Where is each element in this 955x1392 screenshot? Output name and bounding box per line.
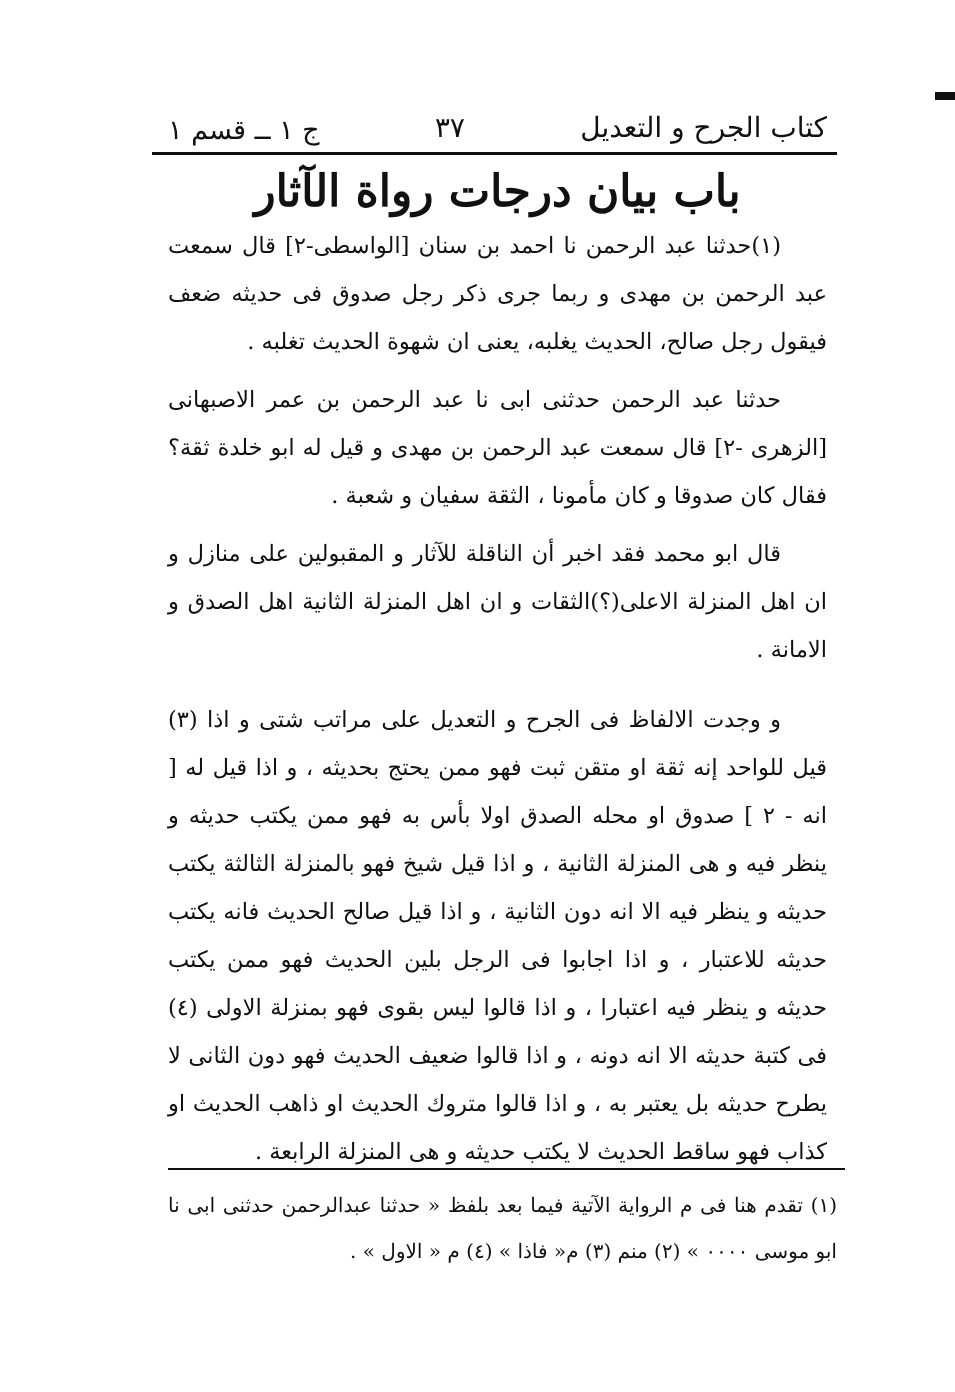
footnotes (168, 1182, 837, 1274)
volume-part: ج ١ ــ قسم ١ (168, 115, 320, 146)
paragraph-2: حدثنا عبد الرحمن حدثنى ابى نا عبد الرحمن بن عمر الاصبهانى [الزهرى -٢] قال سمعت عبد الرحمن بن مهدى و قيل له ابو خلدة ثقة؟ فقال كان صدوقا و كان مأمونا ، الثقة سفيان و شعبة . (168, 387, 827, 509)
paragraph-1: (١)حدثنا عبد الرحمن نا احمد بن سنان [الواسطى-٢] قال سمعت عبد الرحمن بن مهدى و ربما جرى ذكر رجل صدوق فى حديثه ضعف فيقول رجل صالح، الحديث يغلبه، يعنى ان شهوة الحديث تغلبه . (168, 233, 827, 355)
header-rule (152, 152, 837, 155)
paragraph-4: و وجدت الالفاظ فى الجرح و التعديل على مراتب شتى و اذا (٣) قيل للواحد إنه ثقة او متقن ثبت فهو ممن يحتج بحديثه ، و اذا قيل له [ انه - ٢ ] صدوق او محله الصدق اولا بأس به فهو ممن يكتب حديثه و ينظر فيه و هى المنزلة الثانية ، و اذا قيل شيخ فهو بالمنزلة الثالثة يكتب حديثه و ينظر فيه الا انه دون الثانية ، و اذا قيل صالح الحديث فانه يكتب حديثه للاعتبار ، و اذا اجابوا فى الرجل بلين الحديث فهو ممن يكتب حديثه و ينظر فيه اعتبارا ، و اذا قالوا ليس بقوى فهو بمنزلة الاولى (٤) فى كتبة حديثه الا انه دونه ، و اذا قالوا ضعيف الحديث فهو دون الثانى لا يطرح حديثه بل يعتبر به ، و اذا قالوا متروك الحديث او ذاهب الحديث او كذاب فهو ساقط الحديث لا يكتب حديثه و هى المنزلة الرابعة . (168, 707, 828, 1165)
footnote-rule (168, 1168, 845, 1170)
paragraph-3: قال ابو محمد فقد اخبر أن الناقلة للآثار و المقبولين على منازل و ان اهل المنزلة الاعلى(؟)الثقات و ان اهل المنزلة الثانية اهل الصدق و الامانة . (168, 541, 827, 663)
page-edge-mark (935, 92, 955, 100)
chapter-title: باب بيان درجات رواة الآثار (254, 166, 741, 217)
footnote-1: (١) تقدم هنا فى م الرواية الآتية فيما بعد بلفظ « حدثنا عبدالرحمن حدثنى ابى نا ابو موسى ٠٠٠٠ » (٢) منم (٣) م« فاذا » (٤) م « الاول » . (168, 1193, 837, 1263)
page-number: ٣٧ (434, 111, 465, 144)
main-text (168, 222, 827, 1176)
book-title: كتاب الجرح و التعديل (580, 111, 827, 144)
running-header (168, 70, 827, 150)
